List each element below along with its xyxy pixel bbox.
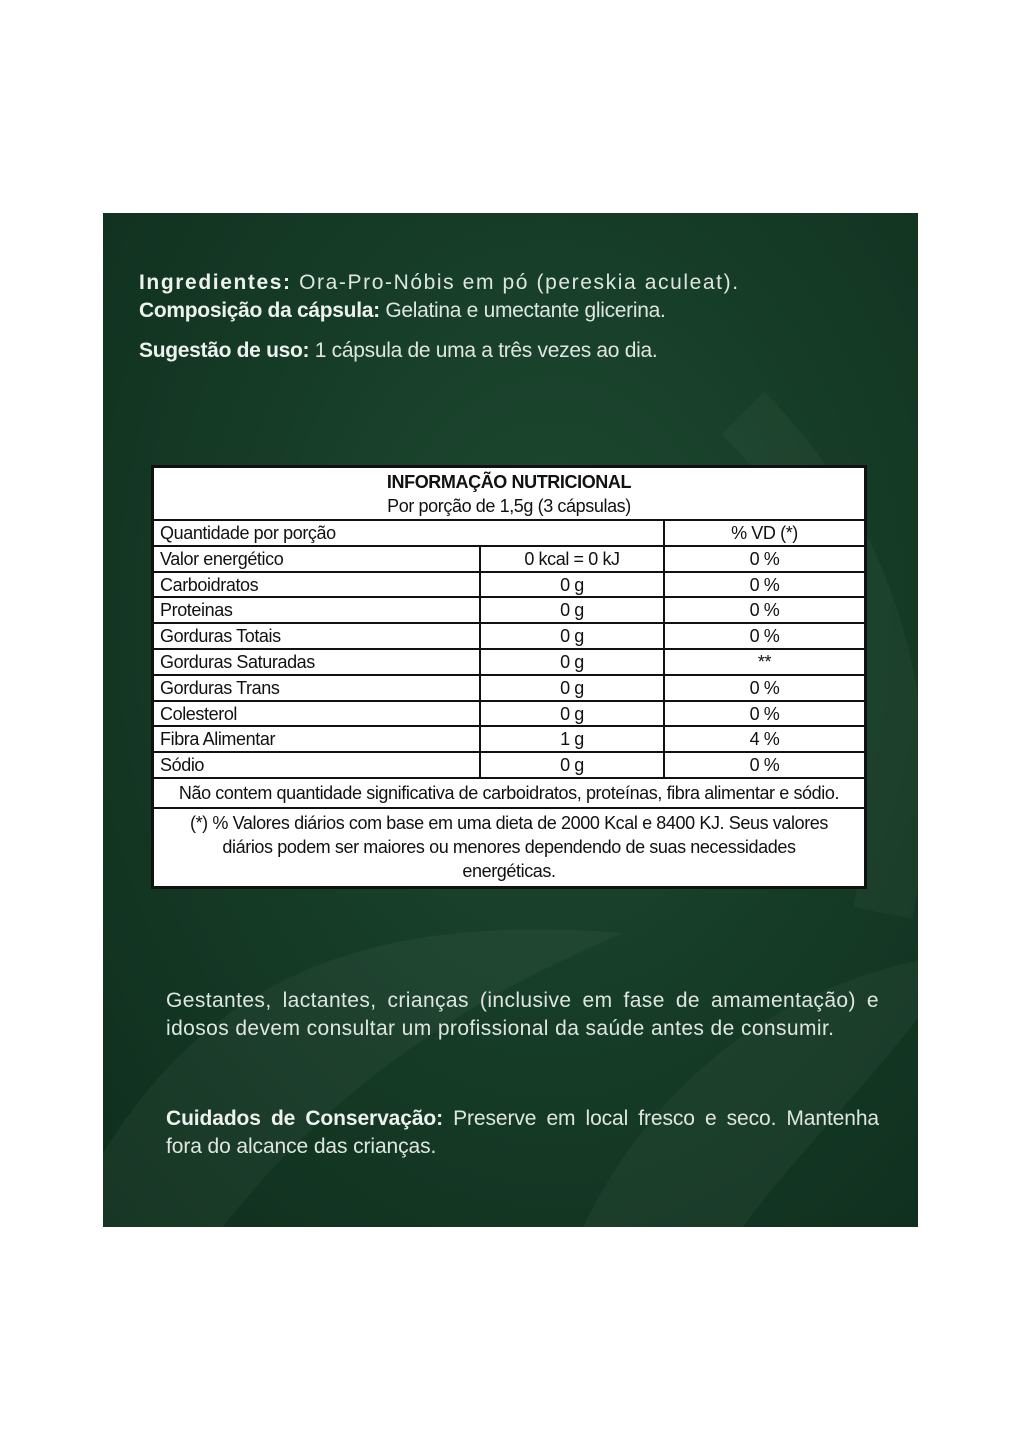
nutrition-serving: Por porção de 1,5g (3 cápsulas) [387,496,631,516]
label-panel [103,213,918,1227]
nutrient-amount: 0 g [481,676,665,700]
composition-line [139,297,859,325]
nutrient-name: Gorduras Totais [154,624,481,648]
table-row [154,598,864,624]
nutrient-amount: 1 g [481,727,665,751]
warning-text: Gestantes, lactantes, crianças (inclusive em fase de amamentação) e idosos devem consultar um profissional da saúde antes de consumir. [166,989,879,1040]
ingredients-line [139,269,859,297]
table-row [154,573,864,599]
nutrient-name: Carboidratos [154,573,481,597]
nutrient-vd: 4 % [749,729,780,750]
nutrition-header [154,468,864,521]
composition-text: Gelatina e umectante glicerina. [379,299,666,322]
ingredients-text: Ora-Pro-Nóbis em pó (pereskia aculeat). [291,271,740,294]
nutrient-amount: 0 g [481,598,665,622]
nutrient-name: Fibra Alimentar [154,727,481,751]
header-quantity: Quantidade por porção [154,521,665,545]
table-row [154,727,864,753]
nutrient-name: Proteinas [154,598,481,622]
table-row [154,624,864,650]
nutrient-name: Gorduras Trans [154,676,481,700]
nutrient-vd: 0 % [749,626,780,647]
header-vd: % VD (*) [731,523,798,543]
table-row [154,547,864,573]
nutrient-name: Valor energético [154,547,481,571]
nutrient-amount: 0 kcal = 0 kJ [481,547,665,571]
suggestion-line [139,337,859,365]
nutrient-name: Colesterol [154,702,481,726]
suggestion-label: Sugestão de uso: [139,339,310,362]
table-row [154,702,864,728]
nutrient-vd: 0 % [749,755,780,776]
nutrient-vd: ** [757,651,772,672]
composition-label: Composição da cápsula: [139,299,380,322]
nutrient-vd: 0 % [749,574,780,595]
table-row [154,650,864,676]
conservation-body: Preserve em local fresco e seco. Mantenha fora do alcance das crianças. [166,1107,879,1158]
nutrient-amount: 0 g [481,650,665,674]
nutrient-vd: 0 % [749,703,780,724]
note-daily-values: (*) % Valores diários com base em uma dieta de 2000 Kcal e 8400 KJ. Seus valores diários podem ser maiores ou menores dependendo de suas necessidades energéticas. [189,812,829,881]
nutrient-vd: 0 % [749,677,780,698]
conservation-label: Cuidados de Conservação: [166,1107,444,1130]
nutrient-amount: 0 g [481,702,665,726]
table-row [154,753,864,779]
table-row [154,676,864,702]
nutrient-amount: 0 g [481,573,665,597]
nutrient-name: Sódio [154,753,481,777]
note-significant: Não contem quantidade significativa de carboidratos, proteínas, fibra alimentar e sódio. [154,779,864,809]
nutrition-column-header [154,521,864,547]
nutrition-title: INFORMAÇÃO NUTRICIONAL [386,472,632,492]
nutrient-vd: 0 % [749,548,780,569]
nutrition-table [151,465,867,889]
conservation-text [166,1105,879,1161]
suggestion-text: 1 cápsula de uma a três vezes ao dia. [309,339,658,362]
nutrient-amount: 0 g [481,624,665,648]
nutrient-amount: 0 g [481,753,665,777]
nutrient-vd: 0 % [749,600,780,621]
ingredients-label: Ingredientes: [139,271,292,294]
nutrient-name: Gorduras Saturadas [154,650,481,674]
